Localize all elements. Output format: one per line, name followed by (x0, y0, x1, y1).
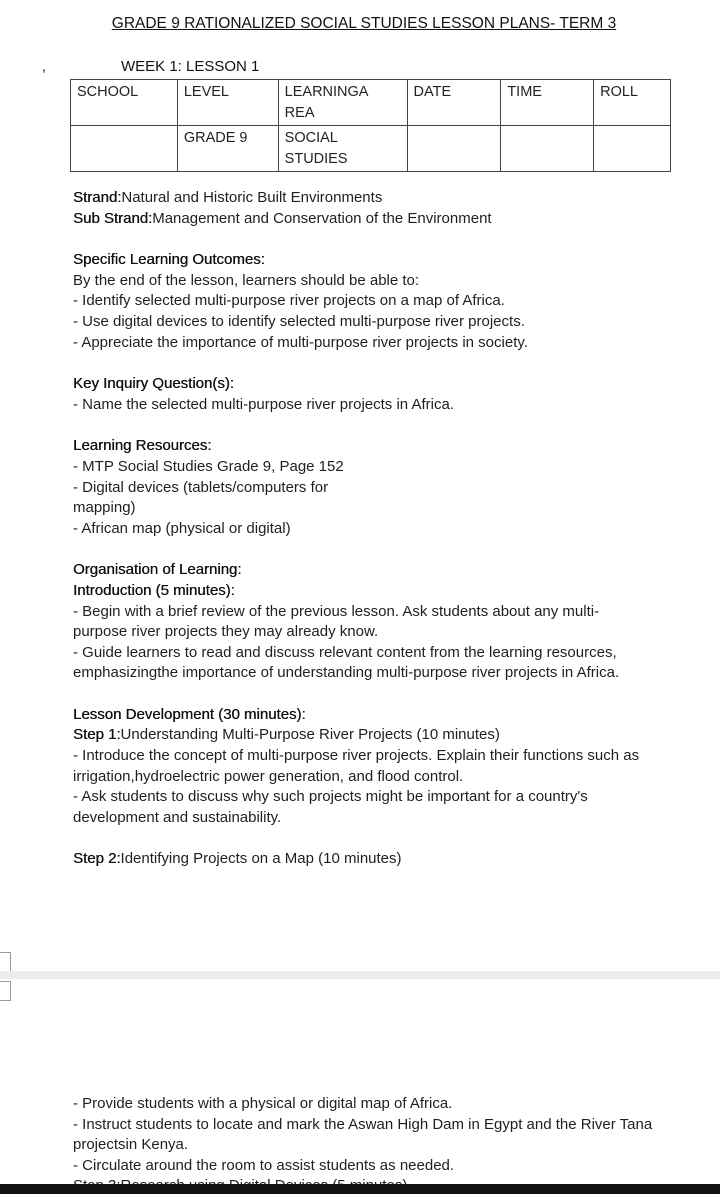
paragraph-line: emphasizingthe importance of understanding multi-purpose river projects in Africa. (73, 664, 620, 682)
lesson-body (73, 188, 693, 870)
page-margin-marker (0, 952, 11, 972)
list-item: - Appreciate the importance of multi-purpose river projects in society. (73, 333, 528, 351)
table-header-row (71, 80, 671, 126)
paragraph-line: development and sustainability. (73, 808, 282, 826)
cell-learning-area: SOCIAL STUDIES (278, 126, 407, 172)
bottom-bar (0, 1184, 720, 1194)
list-item: - Name the selected multi-purpose river projects in Africa. (73, 395, 454, 413)
paragraph-line: - Provide students with a physical or digital map of Africa. (73, 1095, 453, 1112)
list-item: - MTP Social Studies Grade 9, Page 152 (73, 457, 344, 475)
header-school: SCHOOL (71, 80, 178, 126)
paragraph-line: - Circulate around the room to assist students as needed. (73, 1156, 455, 1174)
header-time: TIME (501, 80, 594, 126)
paragraph-line: purpose river projects they may already know. (73, 623, 379, 641)
strand-line: Strand:Natural and Historic Built Environments (73, 189, 383, 206)
cell-roll (594, 126, 671, 172)
paragraph-line: - Guide learners to read and discuss relevant content from the learning resources, (73, 643, 617, 661)
lesson-info-table (70, 79, 671, 172)
header-learning-area: LEARNINGA REA (278, 80, 407, 126)
stray-mark: , (42, 58, 46, 74)
resources-heading: Learning Resources: (73, 437, 212, 455)
list-item: - Identify selected multi-purpose river projects on a map of Africa. (73, 292, 505, 310)
list-item: - African map (physical or digital) (73, 519, 291, 537)
step1-line: Step 1:Understanding Multi-Purpose River Projects (10 minutes) (73, 726, 500, 744)
outcomes-intro: By the end of the lesson, learners should be able to: (73, 271, 420, 289)
page-title: GRADE 9 RATIONALIZED SOCIAL STUDIES LESSON PLANS- TERM 3 (111, 15, 617, 32)
page-margin-marker (0, 981, 11, 1001)
table-row (71, 126, 671, 172)
list-item: - Use digital devices to identify selected multi-purpose river projects. (73, 312, 525, 330)
outcomes-heading: Specific Learning Outcomes: (73, 251, 265, 269)
paragraph-line: - Introduce the concept of multi-purpose river projects. Explain their functions such as (73, 747, 640, 765)
header-date: DATE (407, 80, 501, 126)
paragraph-line: - Begin with a brief review of the previous lesson. Ask students about any multi- (73, 602, 600, 620)
week-lesson-label: WEEK 1: LESSON 1 (121, 58, 260, 75)
list-item: mapping) (73, 499, 136, 517)
organisation-heading: Organisation of Learning: (73, 561, 242, 579)
list-item: - Digital devices (tablets/computers for (73, 478, 329, 496)
sub-strand-line: Sub Strand:Management and Conservation of the Environment (73, 209, 492, 227)
development-heading: Lesson Development (30 minutes): (73, 705, 306, 723)
header-level: LEVEL (177, 80, 278, 126)
cell-time (501, 126, 594, 172)
paragraph-line: - Instruct students to locate and mark the Aswan High Dam in Egypt and the River Tana (73, 1115, 653, 1133)
introduction-heading: Introduction (5 minutes): (73, 581, 235, 599)
page-break (0, 971, 720, 979)
header-roll: ROLL (594, 80, 671, 126)
inquiry-heading: Key Inquiry Question(s): (73, 375, 234, 393)
paragraph-line: irrigation,hydroelectric power generation, and flood control. (73, 767, 464, 785)
paragraph-line: - Ask students to discuss why such projects might be important for a country's (73, 788, 588, 806)
lesson-body-continued (73, 1094, 693, 1176)
cell-date (407, 126, 501, 172)
cell-level: GRADE 9 (177, 126, 278, 172)
cell-school (71, 126, 178, 172)
step2-line: Step 2:Identifying Projects on a Map (10 minutes) (73, 850, 402, 868)
paragraph-line: projectsin Kenya. (73, 1136, 189, 1154)
